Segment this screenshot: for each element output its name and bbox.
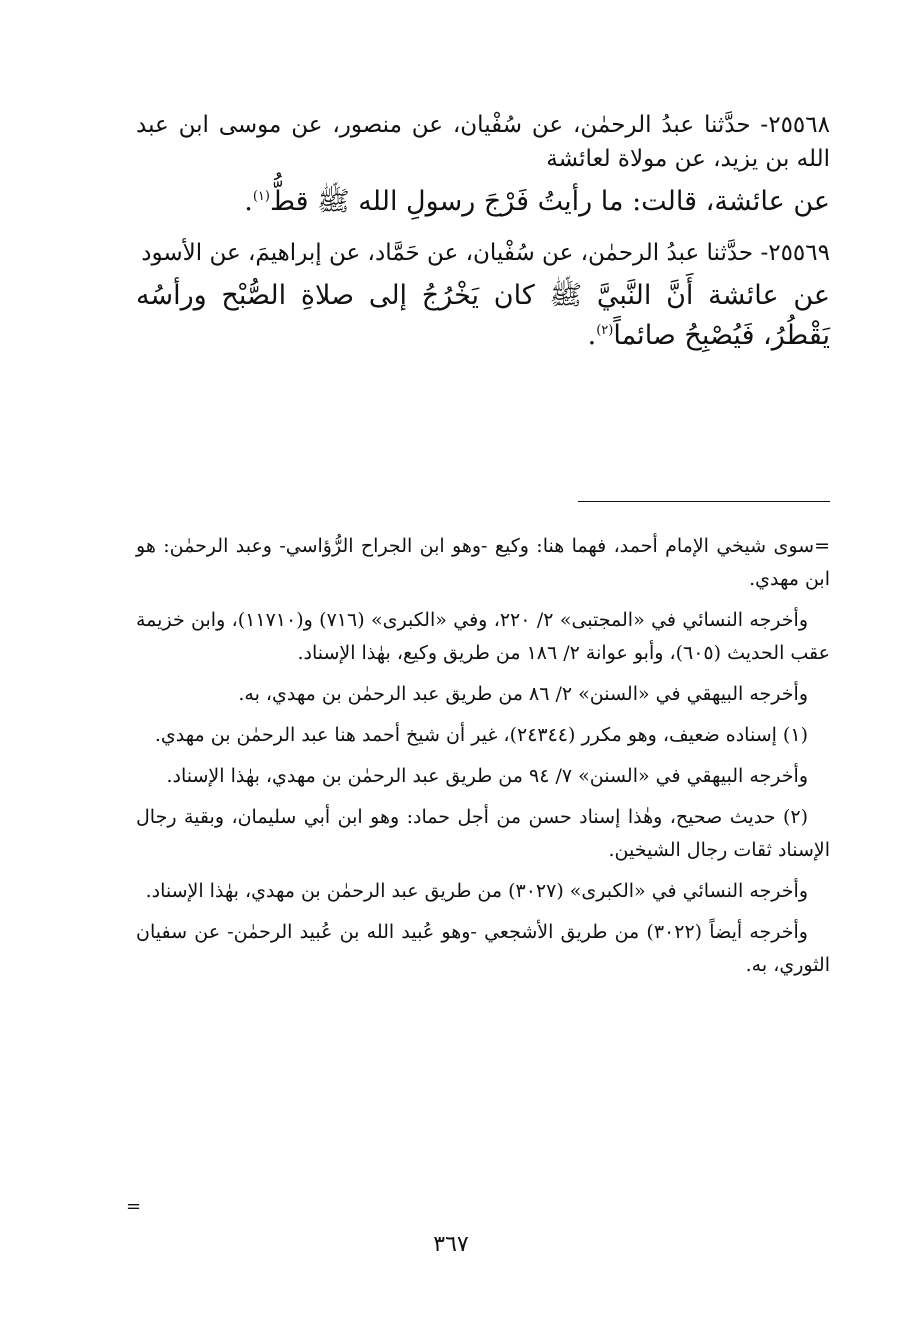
footnote-separator (578, 501, 830, 502)
footnote-paragraph: =سوى شيخي الإمام أحمد، فهما هنا: وكيع -وهو ابن الجراح الرُّؤاسي- وعبد الرحمٰن: هو ابن مهدي. (136, 535, 831, 590)
footnote-paragraph: وأخرجه البيهقي في «السنن» ٧/ ٩٤ من طريق عبد الرحمٰن بن مهدي، بهٰذا الإسناد. (166, 765, 808, 787)
hadith-25568-isnad: ٢٥٥٦٨- حدَّثنا عبدُ الرحمٰن، عن سُفْيان، عن منصور، عن موسى ابن عبد الله بن يزيد، عن مولاة لعائشة (136, 112, 830, 172)
footnote-2: (٢) حديث صحيح، وهٰذا إسناد حسن من أجل حماد: وهو ابن أبي سليمان، وبقية رجال الإسناد ثقات رجال الشيخين. (136, 806, 830, 861)
hadith-25569-isnad: ٢٥٥٦٩- حدَّثنا عبدُ الرحمٰن، عن سُفْيان، عن حَمَّاد، عن إبراهيمَ، عن الأسود (141, 240, 830, 266)
hadith-25569-end: . (587, 320, 597, 351)
hadith-25568-matn-text: عن عائشة، قالت: ما رأيتُ فَرْجَ رسولِ الله ﷺ قطُّ (269, 186, 830, 217)
continuation-mark: = (126, 1196, 142, 1217)
footnote-paragraph: وأخرجه البيهقي في «السنن» ٢/ ٨٦ من طريق عبد الرحمٰن بن مهدي، به. (238, 683, 808, 705)
footnote-ref-2[interactable]: (٢) (596, 323, 614, 338)
footnote-paragraph: وأخرجه أيضاً (٣٠٢٢) من طريق الأشجعي -وهو عُبيد الله بن عُبيد الرحمٰن- عن سفيان الثوري، به. (136, 921, 830, 976)
footnotes (136, 530, 830, 990)
main-text (136, 108, 830, 356)
page-number: ٣٦٧ (433, 1232, 469, 1257)
footnote-paragraph: وأخرجه النسائي في «الكبرى» (٣٠٢٧) من طريق عبد الرحمٰن بن مهدي، بهٰذا الإسناد. (145, 880, 808, 902)
hadith-25569-matn-text: عن عائشة أَنَّ النَّبيَّ ﷺ كان يَخْرُجُ إلى صلاةِ الصُّبْح ورأسُه يَقْطُرُ، فَيُصْبِحُ صائماً (136, 280, 830, 351)
footnote-paragraph: وأخرجه النسائي في «المجتبى» ٢/ ٢٢٠، وفي «الكبرى» (٧١٦) و(١١٧١٠)، وابن خزيمة عقب الحديث (٦٠٥)، وأبو عوانة ٢/ ١٨٦ من طريق وكيع، بهٰذا الإسناد. (136, 609, 830, 664)
hadith-25569-matn (136, 276, 830, 356)
hadith-25568-end: . (244, 186, 253, 217)
footnote-ref-1[interactable]: (١) (252, 189, 270, 204)
footnote-1: (١) إسناده ضعيف، وهو مكرر (٢٤٣٤٤)، غير أن شيخ أحمد هنا عبد الرحمٰن بن مهدي. (154, 724, 808, 746)
hadith-25568-matn (136, 182, 830, 222)
